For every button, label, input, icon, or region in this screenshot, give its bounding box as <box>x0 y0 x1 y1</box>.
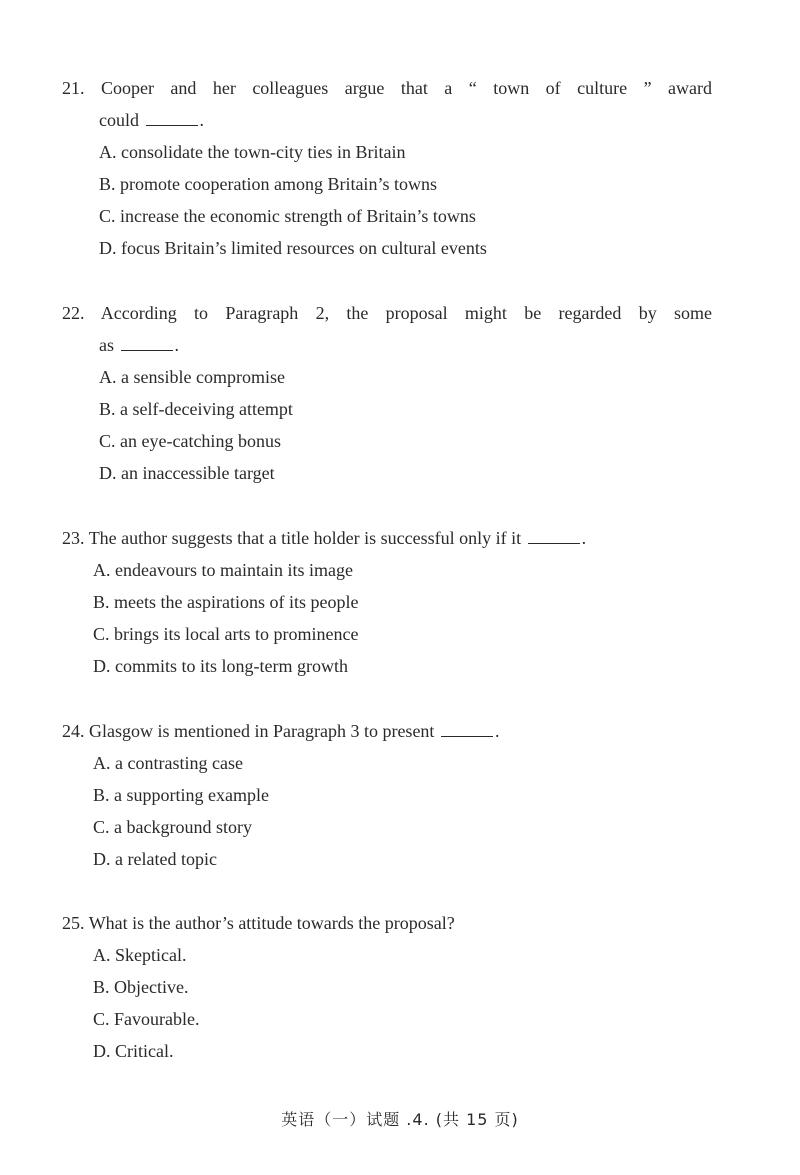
option-d: D. focus Britain’s limited resources on cultural events <box>99 238 487 258</box>
stem-text: The author suggests that a title holder is successful only if it <box>88 528 522 548</box>
question-stem: 24. Glasgow is mentioned in Paragraph 3 to present . <box>62 715 712 747</box>
stem-text: as <box>99 335 114 355</box>
answer-blank <box>121 330 173 351</box>
options-list <box>62 939 712 1067</box>
option-c: C. an eye-catching bonus <box>99 431 281 451</box>
question-stem: 22. According to Paragraph 2, the proposal might be regarded by some as . <box>62 303 712 355</box>
options-list <box>62 747 712 875</box>
answer-blank <box>146 105 198 126</box>
option-a: A. consolidate the town-city ties in Britain <box>99 142 406 162</box>
stem-text: What is the author’s attitude towards the proposal? <box>88 913 455 933</box>
question-number: 23. <box>62 528 85 548</box>
question-21 <box>62 72 712 264</box>
stem-text: could <box>99 110 139 130</box>
stem-text: According to Paragraph 2, the proposal might be regarded by some <box>100 303 712 323</box>
option-d: D. a related topic <box>93 849 217 869</box>
question-23 <box>62 522 712 682</box>
option-d: D. Critical. <box>93 1041 174 1061</box>
options-list <box>62 554 712 682</box>
question-stem: 21. Cooper and her colleagues argue that a “ town of culture ” award could . <box>62 78 712 130</box>
options-list <box>62 136 712 264</box>
option-b: B. a supporting example <box>93 785 269 805</box>
option-d: D. commits to its long-term growth <box>93 656 348 676</box>
answer-blank <box>528 523 580 544</box>
option-b: B. promote cooperation among Britain’s towns <box>99 174 437 194</box>
options-list <box>62 361 712 489</box>
page-footer: 英语（一）试题 .4. (共 15 页) <box>281 1110 519 1129</box>
stem-text: Glasgow is mentioned in Paragraph 3 to present <box>89 721 435 741</box>
question-24 <box>62 715 712 875</box>
question-stem: 23. The author suggests that a title holder is successful only if it . <box>62 522 712 554</box>
question-number: 25. <box>62 913 85 933</box>
option-b: B. Objective. <box>93 977 189 997</box>
option-a: A. a contrasting case <box>93 753 243 773</box>
option-c: C. increase the economic strength of Britain’s towns <box>99 206 476 226</box>
question-stem <box>62 907 712 939</box>
question-number: 24. <box>62 721 85 741</box>
question-25 <box>62 907 712 1067</box>
option-c: C. brings its local arts to prominence <box>93 624 359 644</box>
answer-blank <box>441 716 493 737</box>
option-a: A. endeavours to maintain its image <box>93 560 353 580</box>
option-a: A. a sensible compromise <box>99 367 285 387</box>
option-b: B. meets the aspirations of its people <box>93 592 359 612</box>
stem-text: Cooper and her colleagues argue that a “ town of culture ” award <box>100 78 712 98</box>
question-number: 22. <box>62 303 85 323</box>
option-c: C. a background story <box>93 817 252 837</box>
option-b: B. a self-deceiving attempt <box>99 399 293 419</box>
question-22 <box>62 297 712 489</box>
option-c: C. Favourable. <box>93 1009 200 1029</box>
option-d: D. an inaccessible target <box>99 463 275 483</box>
question-number: 21. <box>62 78 85 98</box>
option-a: A. Skeptical. <box>93 945 187 965</box>
